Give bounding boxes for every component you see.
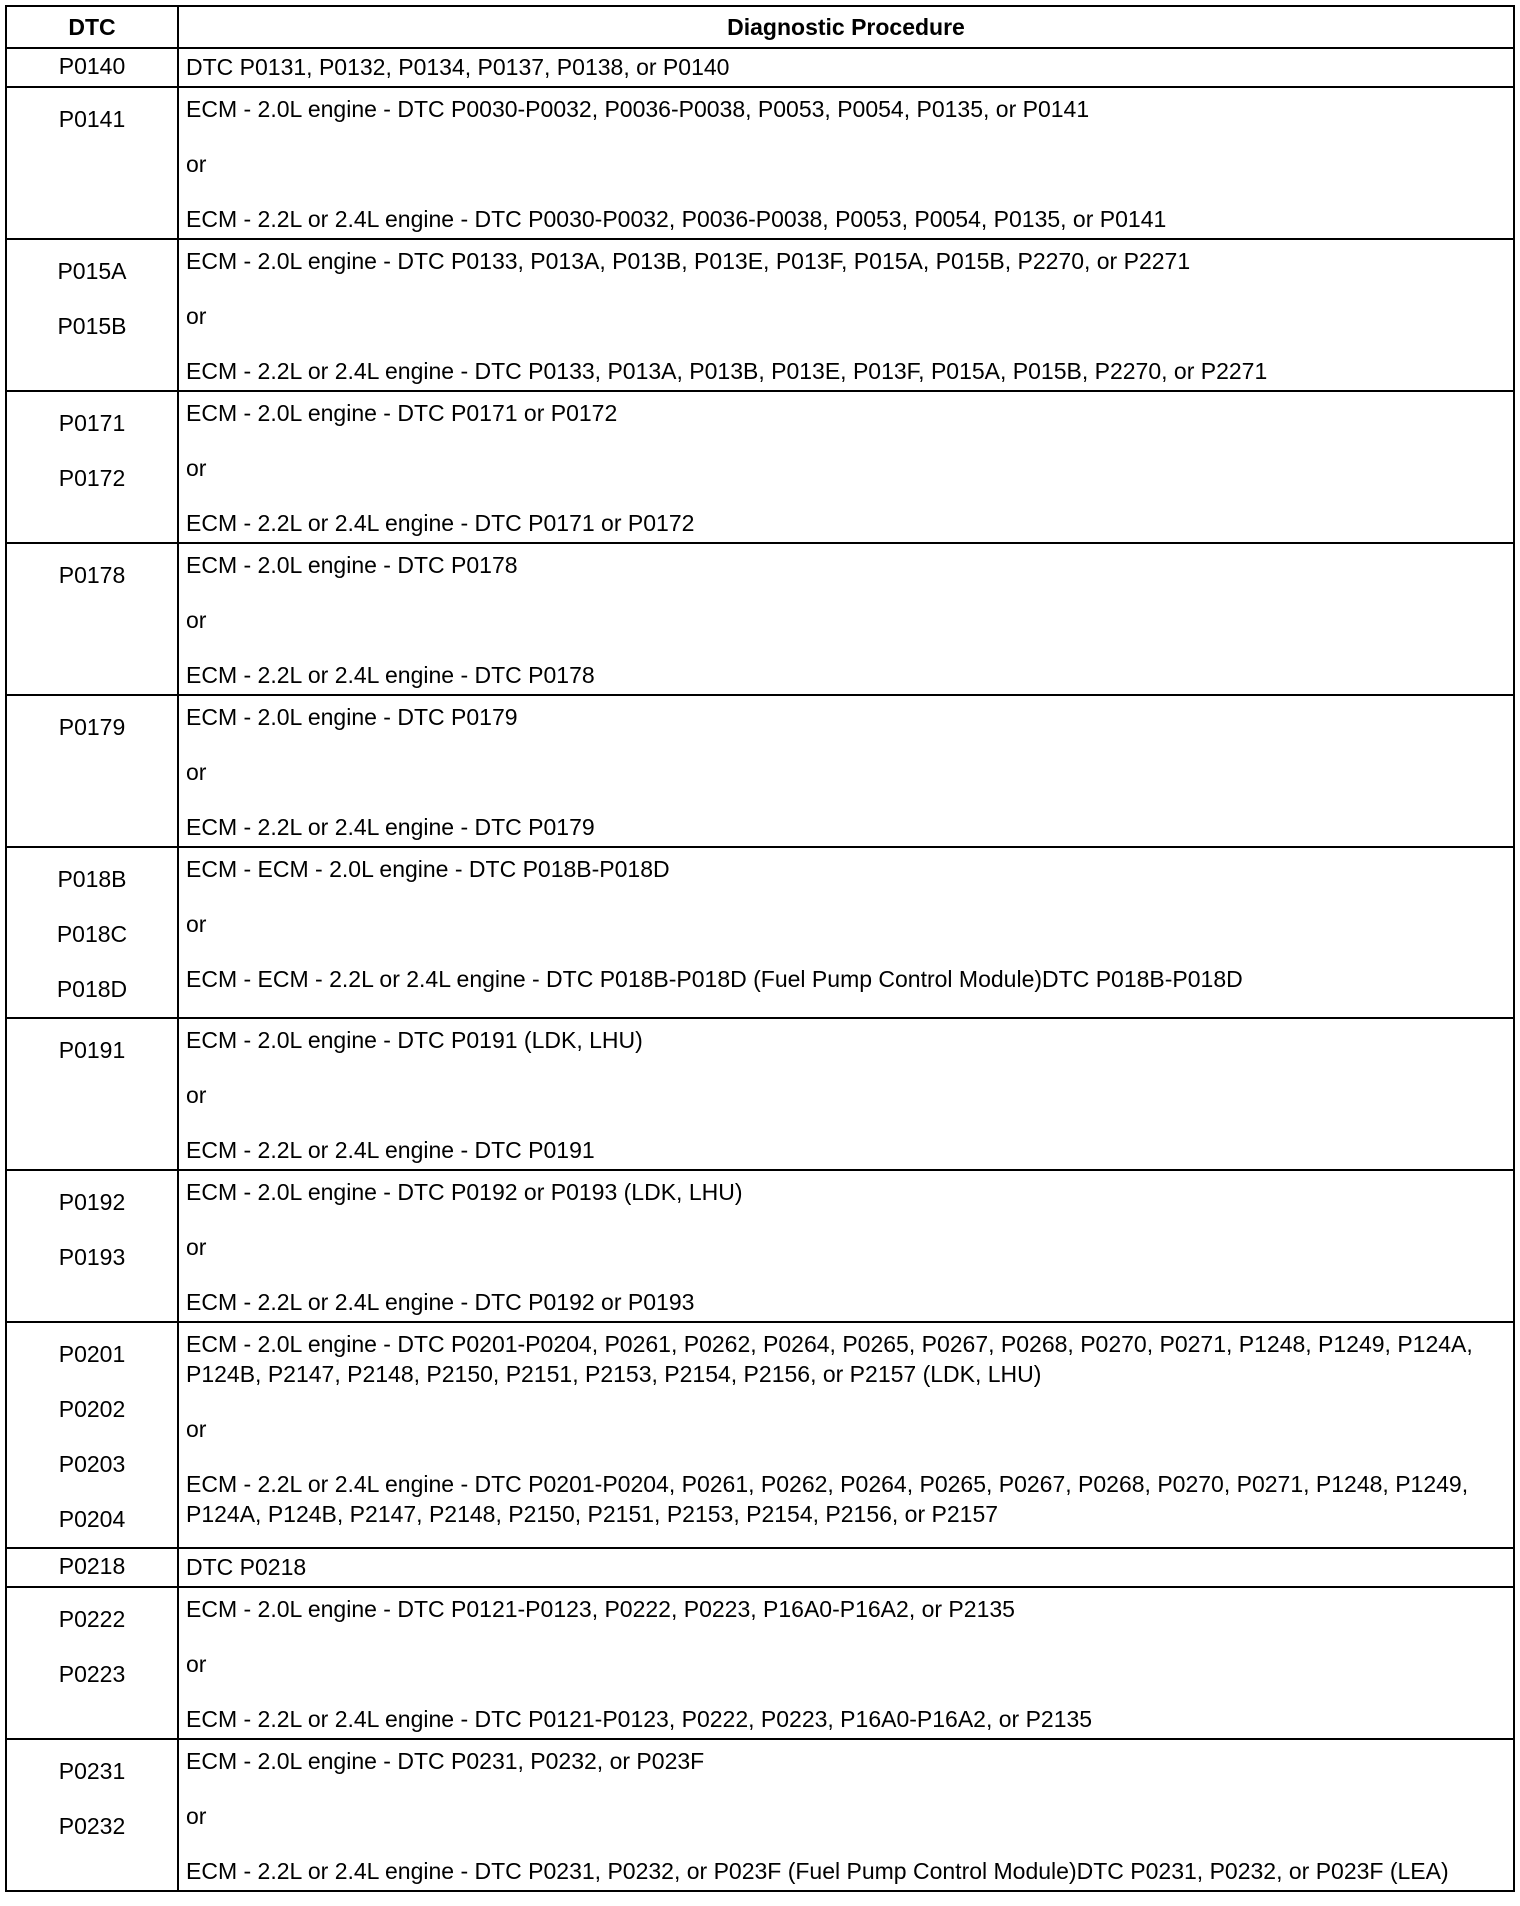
dtc-cell: [6, 543, 178, 695]
dtc-code: P0193: [58, 1244, 126, 1270]
dtc-code-list: [7, 696, 177, 755]
procedure-column-header: Diagnostic Procedure: [178, 6, 1514, 48]
dtc-code-list: [7, 88, 177, 147]
procedure-text: ECM - 2.0L engine - DTC P0171 or P0172: [186, 400, 618, 426]
header-row: [6, 6, 1514, 48]
dtc-code: P0140: [58, 53, 126, 79]
dtc-code: P0191: [58, 1037, 126, 1063]
procedure-text: ECM - 2.0L engine - DTC P0133, P013A, P013B, P013E, P013F, P015A, P015B, P2270, or P2271: [186, 248, 1191, 274]
dtc-code: P018D: [56, 976, 128, 1002]
or-separator: or: [186, 303, 207, 329]
or-separator: or: [186, 1416, 207, 1442]
procedure-cell: [178, 391, 1514, 543]
table-row: [6, 391, 1514, 543]
dtc-code: P0192: [58, 1189, 126, 1215]
dtc-code: P0223: [58, 1661, 126, 1687]
dtc-code-list: [7, 49, 177, 84]
procedure-text: ECM - 2.2L or 2.4L engine - DTC P0133, P013A, P013B, P013E, P013F, P015A, P015B, P2270, or P2271: [186, 358, 1268, 384]
dtc-code-list: [7, 392, 177, 506]
procedure-text: DTC P0131, P0132, P0134, P0137, P0138, or P0140: [186, 54, 730, 80]
procedure-text: ECM - 2.0L engine - DTC P0191 (LDK, LHU): [186, 1027, 643, 1053]
or-separator: or: [186, 911, 207, 937]
procedure-text: ECM - 2.2L or 2.4L engine - DTC P0178: [186, 662, 595, 688]
dtc-code-list: [7, 544, 177, 603]
table-row: [6, 1170, 1514, 1322]
or-separator: or: [186, 455, 207, 481]
table-row: [6, 48, 1514, 87]
procedure-text: ECM - 2.0L engine - DTC P0201-P0204, P0261, P0262, P0264, P0265, P0267, P0268, P0270, P0271, P1248, P1249, P124A, P124B, P2147, P2148, P2150, P2151, P2153, P2154, P2156, or P2157 (LDK, LHU): [186, 1331, 1473, 1387]
table-row: [6, 1587, 1514, 1739]
dtc-code: P015A: [57, 258, 127, 284]
or-separator: or: [186, 1651, 207, 1677]
procedure-text: ECM - 2.0L engine - DTC P0030-P0032, P0036-P0038, P0053, P0054, P0135, or P0141: [186, 96, 1090, 122]
procedure-text: ECM - ECM - 2.0L engine - DTC P018B-P018D: [186, 856, 670, 882]
procedure-text: ECM - 2.2L or 2.4L engine - DTC P0191: [186, 1137, 595, 1163]
dtc-column-header: DTC: [6, 6, 178, 48]
table-row: [6, 543, 1514, 695]
dtc-code: P0222: [58, 1606, 126, 1632]
dtc-code-list: [7, 1588, 177, 1702]
or-separator: or: [186, 151, 207, 177]
procedure-cell: [178, 239, 1514, 391]
dtc-code: P0204: [58, 1506, 126, 1532]
table-row: [6, 239, 1514, 391]
procedure-text: ECM - 2.0L engine - DTC P0179: [186, 704, 518, 730]
procedure-cell: [178, 1322, 1514, 1548]
procedure-cell: [178, 543, 1514, 695]
dtc-cell: [6, 1018, 178, 1170]
or-separator: or: [186, 1082, 207, 1108]
procedure-cell: [178, 847, 1514, 1018]
or-separator: or: [186, 607, 207, 633]
dtc-table: [5, 5, 1515, 1892]
dtc-cell: [6, 391, 178, 543]
procedure-cell: [178, 48, 1514, 87]
dtc-code: P0172: [58, 465, 126, 491]
procedure-cell: [178, 87, 1514, 239]
procedure-text: ECM - 2.2L or 2.4L engine - DTC P0171 or P0172: [186, 510, 695, 536]
dtc-code-list: [7, 848, 177, 1017]
table-row: [6, 1322, 1514, 1548]
dtc-code: P015B: [57, 313, 127, 339]
procedure-cell: [178, 1587, 1514, 1739]
table-row: [6, 87, 1514, 239]
dtc-code-list: [7, 1549, 177, 1584]
procedure-text: ECM - 2.0L engine - DTC P0121-P0123, P0222, P0223, P16A0-P16A2, or P2135: [186, 1596, 1015, 1622]
dtc-code: P0202: [58, 1396, 126, 1422]
dtc-code: P0141: [58, 106, 126, 132]
procedure-text: ECM - 2.2L or 2.4L engine - DTC P0179: [186, 814, 595, 840]
procedure-text: ECM - 2.0L engine - DTC P0192 or P0193 (LDK, LHU): [186, 1179, 743, 1205]
dtc-code: P0179: [58, 714, 126, 740]
dtc-code-list: [7, 1323, 177, 1547]
procedure-cell: [178, 1739, 1514, 1891]
dtc-code: P0201: [58, 1341, 126, 1367]
dtc-cell: [6, 1587, 178, 1739]
dtc-code: P018C: [56, 921, 128, 947]
dtc-code: P0218: [58, 1553, 126, 1579]
dtc-code: P0171: [58, 410, 126, 436]
table-row: [6, 1548, 1514, 1587]
dtc-code: P0231: [58, 1758, 126, 1784]
dtc-code-list: [7, 1740, 177, 1854]
dtc-cell: [6, 1739, 178, 1891]
dtc-code: P018B: [57, 866, 127, 892]
table-row: [6, 1739, 1514, 1891]
procedure-text: ECM - 2.2L or 2.4L engine - DTC P0192 or P0193: [186, 1289, 695, 1315]
dtc-cell: [6, 1322, 178, 1548]
table-body: [6, 48, 1514, 1891]
procedure-cell: [178, 695, 1514, 847]
dtc-cell: [6, 1548, 178, 1587]
or-separator: or: [186, 759, 207, 785]
dtc-cell: [6, 1170, 178, 1322]
procedure-text: ECM - 2.0L engine - DTC P0178: [186, 552, 518, 578]
procedure-text: ECM - 2.2L or 2.4L engine - DTC P0201-P0204, P0261, P0262, P0264, P0265, P0267, P0268, P0270, P0271, P1248, P1249, P124A, P124B, P2147, P2148, P2150, P2151, P2153, P2154, P2156, or P2157: [186, 1471, 1469, 1527]
dtc-code-list: [7, 240, 177, 354]
dtc-cell: [6, 695, 178, 847]
dtc-cell: [6, 48, 178, 87]
procedure-text: ECM - ECM - 2.2L or 2.4L engine - DTC P018B-P018D (Fuel Pump Control Module)DTC P018B-P018D: [186, 966, 1243, 992]
dtc-cell: [6, 847, 178, 1018]
dtc-code: P0232: [58, 1813, 126, 1839]
procedure-text: ECM - 2.2L or 2.4L engine - DTC P0030-P0032, P0036-P0038, P0053, P0054, P0135, or P0141: [186, 206, 1167, 232]
dtc-cell: [6, 87, 178, 239]
procedure-text: ECM - 2.0L engine - DTC P0231, P0232, or P023F: [186, 1748, 705, 1774]
dtc-cell: [6, 239, 178, 391]
dtc-code-list: [7, 1019, 177, 1078]
dtc-code-list: [7, 1171, 177, 1285]
procedure-cell: [178, 1548, 1514, 1587]
procedure-text: ECM - 2.2L or 2.4L engine - DTC P0121-P0123, P0222, P0223, P16A0-P16A2, or P2135: [186, 1706, 1093, 1732]
table-row: [6, 695, 1514, 847]
table-row: [6, 1018, 1514, 1170]
table-row: [6, 847, 1514, 1018]
procedure-text: DTC P0218: [186, 1554, 307, 1580]
or-separator: or: [186, 1234, 207, 1260]
dtc-code: P0203: [58, 1451, 126, 1477]
procedure-cell: [178, 1170, 1514, 1322]
or-separator: or: [186, 1803, 207, 1829]
procedure-cell: [178, 1018, 1514, 1170]
dtc-code: P0178: [58, 562, 126, 588]
procedure-text: ECM - 2.2L or 2.4L engine - DTC P0231, P0232, or P023F (Fuel Pump Control Module)DTC P0231, P0232, or P023F (LEA): [186, 1858, 1449, 1884]
